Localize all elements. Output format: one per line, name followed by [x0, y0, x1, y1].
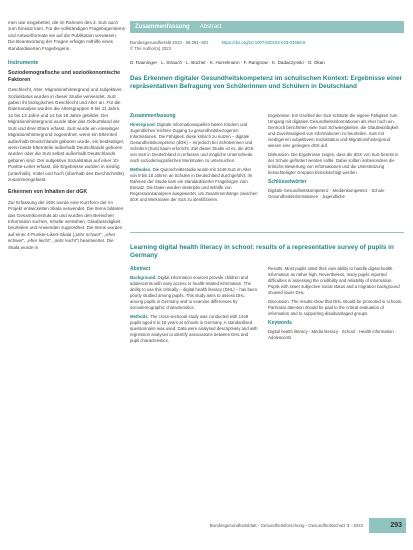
citation-journal: Bundesgesundheitsbl 2023 · 66:291–301 [130, 40, 209, 45]
german-background-label: Hintergrund. [130, 122, 156, 127]
summary-header-label: Zusammenfassung [135, 24, 190, 30]
subsection-heading-sociodemographic: Soziodemografische und sozioökonomische Faktoren [8, 70, 121, 83]
german-methods-label: Methoden. [130, 167, 152, 172]
english-methods-text: The cross-sectional study was conducted with 1448 pupils aged 9 to 18 years at schools in Germany. A standardised questionnaire was used. Data were analysed descriptively and with regression analyses to identify associations between DHL and pupil characteristics. [130, 314, 258, 343]
section-heading-instrumente: Instrumente [8, 60, 39, 67]
german-title: Das Erkennen digitaler Gesundheitskompetenz im schulischen Kontext: Ergebnisse einer repräsentativen Befragung von Schülerinnen und Schülern in Deutschland [130, 75, 403, 90]
page-number-box [369, 518, 406, 533]
english-methods-label: Methods. [130, 314, 149, 319]
german-keywords-label: Schlüsselwörter [268, 179, 307, 185]
journal-footer: Bundesgesundheitsblatt - Gesundheitsforschung - Gesundheitsschutz 3 · 2023 [209, 523, 363, 528]
english-keywords: Digital health literacy · Media literacy · School · Health information · Adolescents [268, 329, 397, 340]
abstract-header-label: Abstract [199, 24, 222, 30]
abstract-header-bar [130, 21, 404, 33]
german-results-text: Ergebnisse. Ein Großteil der SuS schätzte die eigene Fähigkeit zum Umgang mit digitalen Gesundheitsinformationen als eher hoch ein. Dennoch berichteten viele SuS Schwierigkeiten, die Glaubwürdigkeit und Zuverlässigkeit von Informationen zu beurteilen. SuS mit niedrigerem subjektivem Sozialstatus und Migrationshintergrund wiesen eine geringere dGK auf. [268, 113, 399, 148]
german-methods-text: Die Querschnittsstudie wurde mit 1448 SuS im Alter von 9 bis 18 Jahren an Schulen in Deutschland durchgeführt. Im Rahmen der Studie kam ein standardisierter Fragebogen zum Einsatz. Die Daten wurden deskriptiv und mithilfe von Regressionsanalysen ausgewertet, um Zusammenhänge zwischen dGK und Merkmalen der SuS zu identifizieren. [130, 167, 258, 202]
intro-paragraph: men war eingebettet, die im Rahmen des 3. SuS auch zum Einsatz kam. Für die vollständigen Fragebogenitems und Antwortformate sei auf die Publikation verwiesen. Die Beantwortung der Fragen erfolgte mithilfe eines standardisierten Fragebogens. [8, 20, 125, 51]
english-title: Learning digital health literacy in school: results of a representative survey of pupils in Germany [130, 244, 394, 259]
author-list: D. Rauninger · L. Strauch · L. Bücher · K. Hurrelmann · F. Rangnow · K. Dadaczynski · O. Okan [130, 60, 325, 65]
english-abstract-col1 [130, 266, 258, 347]
english-discussion-text: Discussion. The results show that DHL should be promoted in schools. Particular attention should be paid to the critical evaluation of information and to supporting disadvantaged groups. [268, 299, 403, 316]
german-keywords: Digitale Gesundheitskompetenz · Medienkompetenz · Schule · Gesundheitsinformationen · Jugendliche [268, 188, 388, 199]
section-divider [130, 232, 404, 233]
german-abstract-col1 [130, 113, 258, 206]
english-results-text: Results. Most pupils rated their own ability to handle digital health information as rather high. Nevertheless, many pupils reported difficulties in assessing the credibility and reliability of information. Pupils with lower subjective social status and a migration background showed lower DHL. [268, 266, 400, 295]
citation-copyright: © The Author(s) 2023 [130, 46, 172, 51]
english-abstract-label: Abstract [130, 266, 151, 272]
german-discussion-text: Diskussion. Die Ergebnisse zeigen, dass die dGK von SuS bereits in der Schule gefördert werden sollte. Dabei sollten insbesondere die kritische Bewertung von Informationen und die Unterstützung benachteiligter Gruppen berücksichtigt werden. [268, 152, 399, 175]
english-background-text: Digital information sources provide children and adolescents with easy access to health-related information. The ability to use this critically – digital health literacy (DHL) – has been poorly studied among pupils. This study aims to assess DHL among pupils in Germany and to examine differences by sociodemographic characteristics. [130, 275, 258, 310]
english-abstract-col2 [268, 266, 404, 344]
paragraph-dgk: Zur Erfassung der dGK wurde eine Kurzform der im Projekt entwickelten Skala verwendet. Die Items bildeten das Gesamtkonstrukt ab und wurden den Bereichen Information suchen, Inhalte verstehen, Glaubwürdigkeit beurteilen und Anwenden zugeordnet. Die Items wurden auf einer 4-Punkte-Likert-Skala („sehr schwer“, „eher schwer“, „eher leicht“, „sehr leicht“) beantwortet. Die Skala wurde in [8, 199, 124, 250]
english-background-label: Background. [130, 275, 157, 280]
english-keywords-label: Keywords [268, 320, 292, 326]
page-number: 293 [390, 522, 402, 529]
paragraph-sociodemographic: Geschlecht, Alter, Migrationshintergrund und subjektiver Sozialstatus wurden in dieser Studie verwendet. SuS gaben ihr biologisches Geschlecht und Alter an. Für die Datenanalyse wurden die Altersgruppen 9 bis 11 Jahre, 12 bis 13 Jahre und 14 bis 18 Jahre gebildet. Der Migrationshintergrund wurde über das Geburtsland der SuS und ihrer Eltern erfasst. SuS wurde ein einseitiger Migrationshintergrund zugeordnet, wenn ein Elternteil außerhalb Deutschlands geboren wurde, ein beidseitiger, wenn beide Elternteile außerhalb Deutschlands geboren wurden oder die SuS selbst außerhalb Deutschlands geboren sind. Der subjektive Sozialstatus auf einer 10-Punkte-Leiter erfasst, die Ergebnisse wurden in niedrig (unterhalb), mittel und hoch (oberhalb des Durchschnitts) zusammengefasst. [8, 87, 125, 182]
doi-link[interactable]: https://doi.org/10.1007/s00103-023-03668-6 [221, 40, 306, 45]
citation-block [130, 40, 404, 52]
subsection-heading-dgk: Erkennen von Inhalten der dGK [8, 189, 88, 196]
german-summary-label: Zusammenfassung [130, 113, 176, 119]
left-column [8, 20, 125, 257]
german-abstract-col2 [268, 113, 404, 203]
german-background-text: Digitale Informationsquellen bieten Kindern und Jugendlichen leichten Zugang zu gesundheitsbezogenen Informationen. Die Fähigkeit, diese kritisch zu nutzen – digitale Gesundheitskompetenz (dGK) – ist jedoch bei Schülerinnen und Schülern (SuS) kaum erforscht. Ziel dieser Studie ist es, die dGK von SuS in Deutschland zu erfassen und mögliche Unterschiede nach soziodemografischen Merkmalen zu untersuchen. [130, 122, 254, 163]
